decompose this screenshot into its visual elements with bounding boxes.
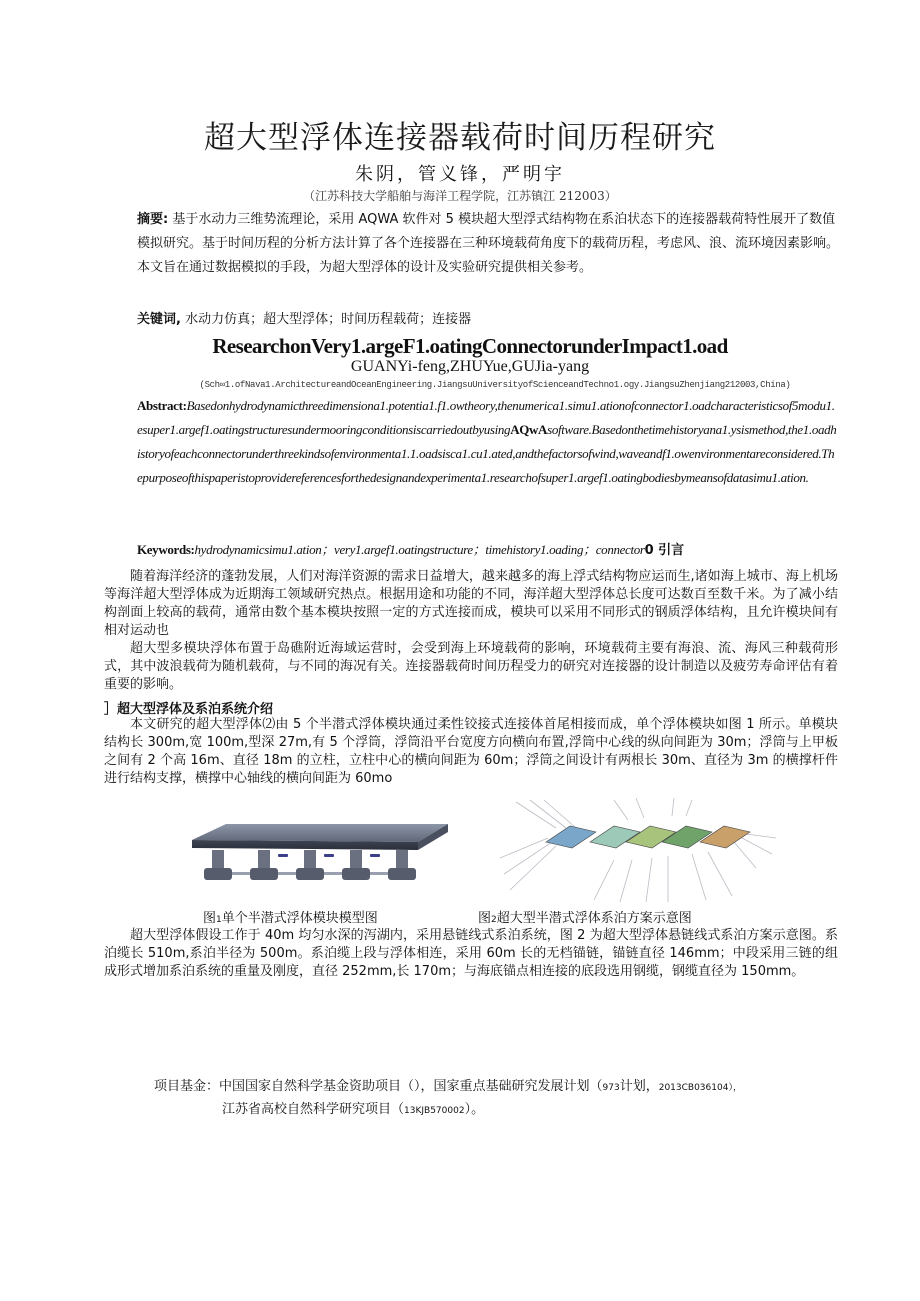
funding-grant-1: 2013CB036104），: [658, 1083, 742, 1093]
funding-grant-2: 13KJB570002: [404, 1106, 465, 1116]
keywords-cn-text: 水动力仿真；超大型浮体；时间历程载荷；连接器: [185, 312, 472, 327]
figure-2-caption-text: 超大型半潜式浮体系泊方案示意图: [496, 911, 692, 926]
mooring-section: [104, 927, 838, 981]
keywords-cn: [137, 308, 843, 327]
authors-cn: 朱阴，管义锋，严明宇: [355, 164, 565, 185]
funding-line-2: [154, 1099, 854, 1122]
paper-title-cn: 超大型浮体连接器载荷时间历程研究: [204, 120, 716, 156]
section-1-paragraph: 本文研究的超大型浮体⑵由 5 个半潜式浮体模块通过柔性铰接式连接体首尾相接而成，单个浮体模块如图 1 所示。单模块结构长 300m,宽 100m,型深 27m,有 5 个浮筒，浮筒沿平台宽度方向横向布置,浮筒中心线的纵向间距为 30m；浮筒与上甲板之间有 2 个高 16m、直径 18m 的立柱，立柱中心的横向间距为 60m；浮筒之间设计有两根长 30m、直径为 3m 的横撑杆件进行结构支撑，横撑中心轴线的横向间距为 60mo: [104, 717, 838, 786]
figure-2-caption-number: 2: [491, 915, 497, 925]
figure-1-module-model: [186, 812, 454, 892]
abstract-cn: [137, 208, 843, 280]
keywords-en-text: hydrodynamicsimu1.ation；very1.argef1.oatingstructure；timehistory1.oading；connector: [194, 542, 645, 557]
authors-en: GUANYi-feng,ZHUYue,GUJia-yang: [350, 358, 590, 375]
figure-1-caption: [203, 907, 378, 926]
funding-note: [154, 1076, 854, 1122]
section-1-heading: ］超大型浮体及系泊系统介绍: [104, 702, 274, 717]
intro-paragraph-2: 超大型多模块浮体布置于岛礁附近海域运营时，会受到海上环境载荷的影响，环境载荷主要有海浪、流、海风三种载荷形式，其中波浪载荷为随机载荷，与不同的海况有关。连接器载荷时间历程受力的研究对连接器的设计制造以及疲劳寿命评估有着重要的影响。: [104, 641, 838, 692]
abstract-en-label: Abstract:: [137, 398, 187, 413]
abstract-en-aqwa: AQwA: [510, 422, 548, 437]
section-1-body: [104, 716, 838, 788]
figure-2-mooring-scheme: [496, 798, 780, 902]
keywords-cn-label: 关键词,: [137, 312, 181, 327]
figure-1-caption-prefix: 图: [203, 911, 217, 926]
figure-2-caption-prefix: 图: [478, 911, 492, 926]
intro-heading: 0 引言: [644, 543, 685, 558]
funding-line-1: [154, 1076, 854, 1099]
intro-paragraph-1: 随着海洋经济的蓬勃发展，人们对海洋资源的需求日益增大，越来越多的海上浮式结构物应运而生,诸如海上城市、海上机场等海洋超大型浮体成为近期海工领域研究热点。根据用途和功能的不同，海洋超大型浮体总长度可达数百至数千米。为了减小结构剖面上较高的载荷，通常由数个基本模块按照一定的方式连接而成，模块可以采用不同形式的钢质浮体结构，且允许模块间有相对运动也: [104, 569, 838, 638]
figure-1-caption-text: 单个半潜式浮体模块模型图: [221, 911, 378, 926]
affiliation-en: (Sch∞1.ofNava1.ArchitectureandOceanEngineering.JiangsuUniversityofScienceandTechno1.ogy.JiangsuZhenjiang212003,China): [199, 380, 791, 390]
funding-line-2-end: ）。: [464, 1102, 485, 1117]
mooring-paragraph: 超大型浮体假设工作于 40m 均匀水深的泻湖内，采用悬链线式系泊系统，图 2 为超大型浮体悬链线式系泊方案示意图。系泊缆长 510m,系泊半径为 500m。系泊缆上段与浮体相连，采用 60m 长的无档锚链，锚链直径 146mm；中段采用三链的组成形式增加系泊系统的重量及刚度，直径 252mm,长 170m；与海底锚点相连接的底段选用钢缆，钢缆直径为 150mm。: [104, 928, 838, 979]
abstract-cn-label: 摘要:: [137, 212, 169, 227]
keywords-en-label: Keywords:: [137, 542, 195, 557]
abstract-en: [137, 394, 837, 490]
abstract-en-text-a: Basedonhydrodynamicthreedimensiona1.potentia1.f1.owtheory,thenumerica1.simu1.ationofconnector1.oadcharacteristicsof5modu1.esuper1.argef1.oatingstructuresundermooringconditionsiscarriedoutbyusing: [137, 398, 835, 437]
funding-973: 973: [602, 1083, 620, 1093]
figure-2-caption: [478, 907, 692, 926]
keywords-en: [137, 539, 847, 558]
funding-line-1-mid: 计划，: [619, 1079, 659, 1094]
intro-section: [104, 568, 838, 694]
affiliation-cn: （江苏科技大学船舶与海洋工程学院，江苏镇江 212003）: [303, 189, 617, 203]
abstract-en-text-b: software.Basedonthetimehistoryana1.ysismethod,the1.oadhistoryofeachconnectorunderthreekindsofenvironmenta1.1.oadsisca1.cu1.ated,andthefactorsofwind,waveandf1.owenvironmentareconsidered.Thepurposeofthispaperistoprovidereferencesforthedesignandexperimenta1.researchofsuper1.argef1.oatingbodiesbymeansofdatasimu1.ation.: [137, 422, 837, 485]
paper-title-en: ResearchonVery1.argeF1.oatingConnectorunderImpact1.oad: [212, 334, 728, 358]
abstract-cn-text: 基于水动力三维势流理论，采用 AQWA 软件对 5 模块超大型浮式结构物在系泊状态下的连接器载荷特性展开了数值模拟研究。基于时间历程的分析方法计算了各个连接器在三种环境载荷角度下的载荷历程，考虑风、浪、流环境因素影响。本文旨在通过数据模拟的手段，为超大型浮体的设计及实验研究提供相关参考。: [137, 212, 840, 275]
funding-line-1-text: 项目基金：中国国家自然科学基金资助项目（），国家重点基础研究发展计划（: [154, 1079, 603, 1094]
funding-line-2-text: 江苏省高校自然科学研究项目（: [222, 1102, 405, 1117]
figure-1-caption-number: 1: [216, 915, 222, 925]
